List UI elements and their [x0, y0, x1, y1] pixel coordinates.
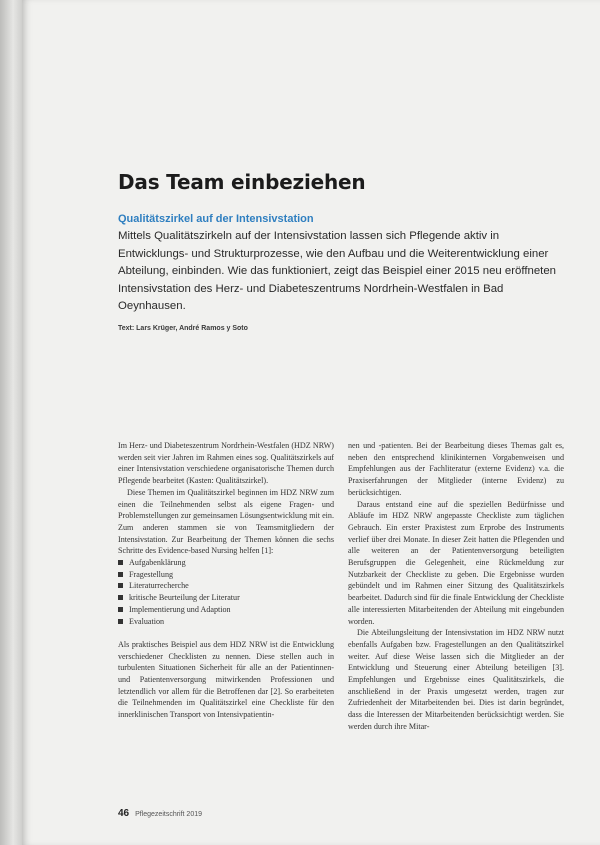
body-column-left [118, 440, 334, 721]
list-item: kritische Beurteilung der Literatur [118, 592, 334, 604]
page-number: 46 [118, 808, 130, 819]
article-kicker: Qualitätszirkel auf der Intensivstation [118, 213, 314, 225]
page-edge [0, 0, 22, 845]
ebn-steps-list [118, 557, 334, 627]
article-lead: Mittels Qualitätszirkeln auf der Intensivstation lassen sich Pflegende aktiv in Entwicklungs- und Strukturprozesse, wie den Aufbau und die Weiterentwicklung einer Abteilung, einbinden. Wie das funktioniert, zeigt das Beispiel einer 2015 neu eröffneten Intensivstation des Herz- und Diabeteszentrums Nordrhein-Westfalen in Bad Oeynhausen. [118, 230, 556, 313]
body-paragraph: Diese Themen im Qualitätszirkel beginnen im HDZ NRW zum einen die Teilnehmenden selbst als eigene Fragen- und Problemstellungen zur gemeinsamen Lösungsentwicklung mit ein. Zum anderen stammen sie von Teamsmitgliedern der Intensivstation. Zur Bearbeitung der Themen können die sechs Schritte des Evidence-based Nursing helfen [1]: [118, 487, 334, 556]
list-item: Aufgabenklärung [118, 557, 334, 569]
body-column-right [348, 440, 564, 733]
magazine-page [22, 0, 600, 845]
body-paragraph: Daraus entstand eine auf die speziellen Bedürfnisse und Abläufe im HDZ NRW angepasste Checkliste zum täglichen Gebrauch. Ein erster Praxistest zum Erprobe des Instruments verlief über drei Monate. In dieser Zeit hatten die Pflegenden und alle weiteren an der Patientenversorgung beteiligten Berufsgruppen die Gelegenheit, eine Rückmeldung zur Nutzbarkeit der Checkliste zu geben. Die Ergebnisse wurden gebündelt und im Rahmen einer Sitzung des Qualitätszirkels bearbeitet. Dadurch sind für die finale Entwicklung der Checkliste alle interessierten Mitarbeitenden der Abteilung mit eingebunden worden. [348, 499, 564, 626]
body-paragraph: Als praktisches Beispiel aus dem HDZ NRW ist die Entwicklung verschiedener Checklisten zu nennen. Diese stellen auch in turbulenten Situationen Sicherheit für alle an der Patientinnen- und Patientenversorgung mitwirkenden Professionen und letztendlich vor allem für die Betroffenen dar [2]. So erarbeiteten die Teilnehmenden im Qualitätszirkel eine Checkliste für den innerklinischen Transport von Intensivpatientin- [118, 639, 334, 720]
list-item: Evaluation [118, 616, 334, 628]
list-item: Implementierung und Adaption [118, 604, 334, 616]
list-item: Literaturrecherche [118, 580, 334, 592]
article-authors: Text: Lars Krüger, André Ramos y Soto [118, 325, 248, 332]
body-paragraph: nen und -patienten. Bei der Bearbeitung dieses Themas galt es, neben den entsprechend klinikinternen Vorgabenweisen und Empfehlungen aus der Fachliteratur (externe Evidenz) v.a. die Praxiserfahrungen der Mitglieder (interne Evidenz) zu berücksichtigen. [348, 441, 564, 497]
body-paragraph: Die Abteilungsleitung der Intensivstation im HDZ NRW nutzt ebenfalls Aufgaben bzw. Fragestellungen an den Qualitätszirkel weiter. Auf diese Weise lassen sich die Mitglieder an der Entwicklung und Steuerung einer Abteilung beteiligen [3]. Empfehlungen und Ergebnisse eines Qualitätszirkels, die anschließend in der Praxis umgesetzt werden, tragen zur Zufriedenheit der Mitarbeitenden bei. Dies ist darin begründet, dass die Interessen der Mitarbeitenden berücksichtigt werden. Sie werden durch ihre Mitar- [348, 628, 564, 731]
publication-name: Pflegezeitschrift 2019 [135, 811, 203, 818]
article-headline: Das Team einbeziehen [118, 170, 366, 194]
body-paragraph: Im Herz- und Diabeteszentrum Nordrhein-Westfalen (HDZ NRW) werden seit vier Jahren im Rahmen eines sog. Qualitätszirkels auf einer Intensivstation verschiedene organisatorische Themen durch Pflegende bearbeitet (Kasten: Qualitätszirkel). [118, 441, 334, 486]
list-item: Fragestellung [118, 569, 334, 581]
page-footer [118, 808, 202, 819]
